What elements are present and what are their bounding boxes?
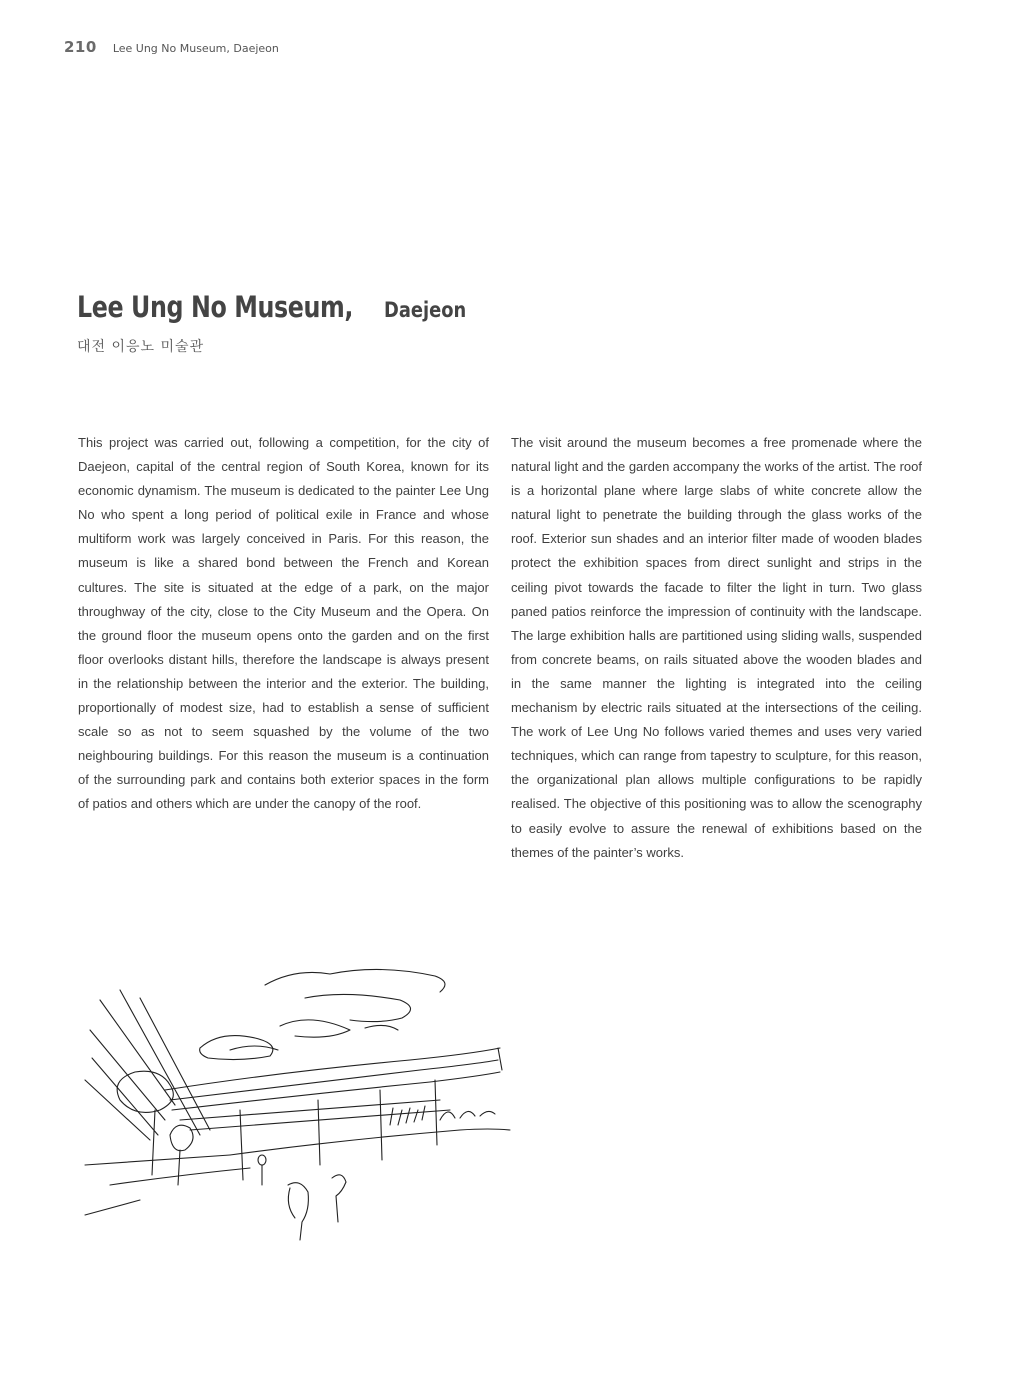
- title-block: [77, 290, 481, 356]
- korean-title: 대전 이응노 미술관: [77, 339, 205, 355]
- page-title: [77, 290, 481, 322]
- title-location: Daejeon: [384, 298, 467, 322]
- page-header: [64, 38, 279, 56]
- title-main: Lee Ung No Museum,: [77, 290, 353, 324]
- body-column-right: The visit around the museum becomes a free promenade where the natural light and the garden accompany the works of the artist. The roof is a horizontal plane where large slabs of white concrete allow the natural light to penetrate the building through the glass works of the roof. Exterior sun shades and an interior filter made of wooden blades protect the exhibition spaces from direct sunlight and strips in the ceiling pivot towards the facade to filter the light in turn. Two glass paned patios reinforce the impression of continuity with the landscape. The large exhibition halls are partitioned using sliding walls, suspended from concrete beams, on rails situated above the wooden blades and in the same manner the lighting is integrated into the ceiling mechanism by electric rails situated at the intersections of the ceiling. The work of Lee Ung No follows varied themes and uses very varied techniques, which can range from tapestry to sculpture, for this reason, the organizational plan allows multiple configurations to be rapidly realised. The objective of this positioning was to allow the scenography to easily evolve to assure the renewal of exhibitions based on the themes of the painter’s works.: [511, 435, 922, 860]
- running-head: Lee Ung No Museum, Daejeon: [112, 42, 279, 55]
- body-column-left: This project was carried out, following a competition, for the city of Daejeon, capital of the central region of South Korea, known for its economic dynamism. The museum is dedicated to the painter Lee Ung No who spent a long period of political exile in France and whose multiform work was largely conceived in Paris. For this reason, the museum is like a shared bond between the French and Korean cultures. The site is situated at the edge of a park, on the major throughway of the city, close to the City Museum and the Opera. On the ground floor the museum opens onto the garden and on the first floor overlooks distant hills, therefore the landscape is always present in the relationship between the interior and the exterior. The building, proportionally of modest size, had to establish a sense of sufficient scale so as not to seem squashed by the volume of the two neighbouring buildings. For this reason the museum is a continuation of the surrounding park and contains both exterior spaces in the form of patios and others which are under the canopy of the roof.: [78, 435, 489, 812]
- page-number: 210: [64, 38, 97, 56]
- museum-sketch: [80, 960, 520, 1250]
